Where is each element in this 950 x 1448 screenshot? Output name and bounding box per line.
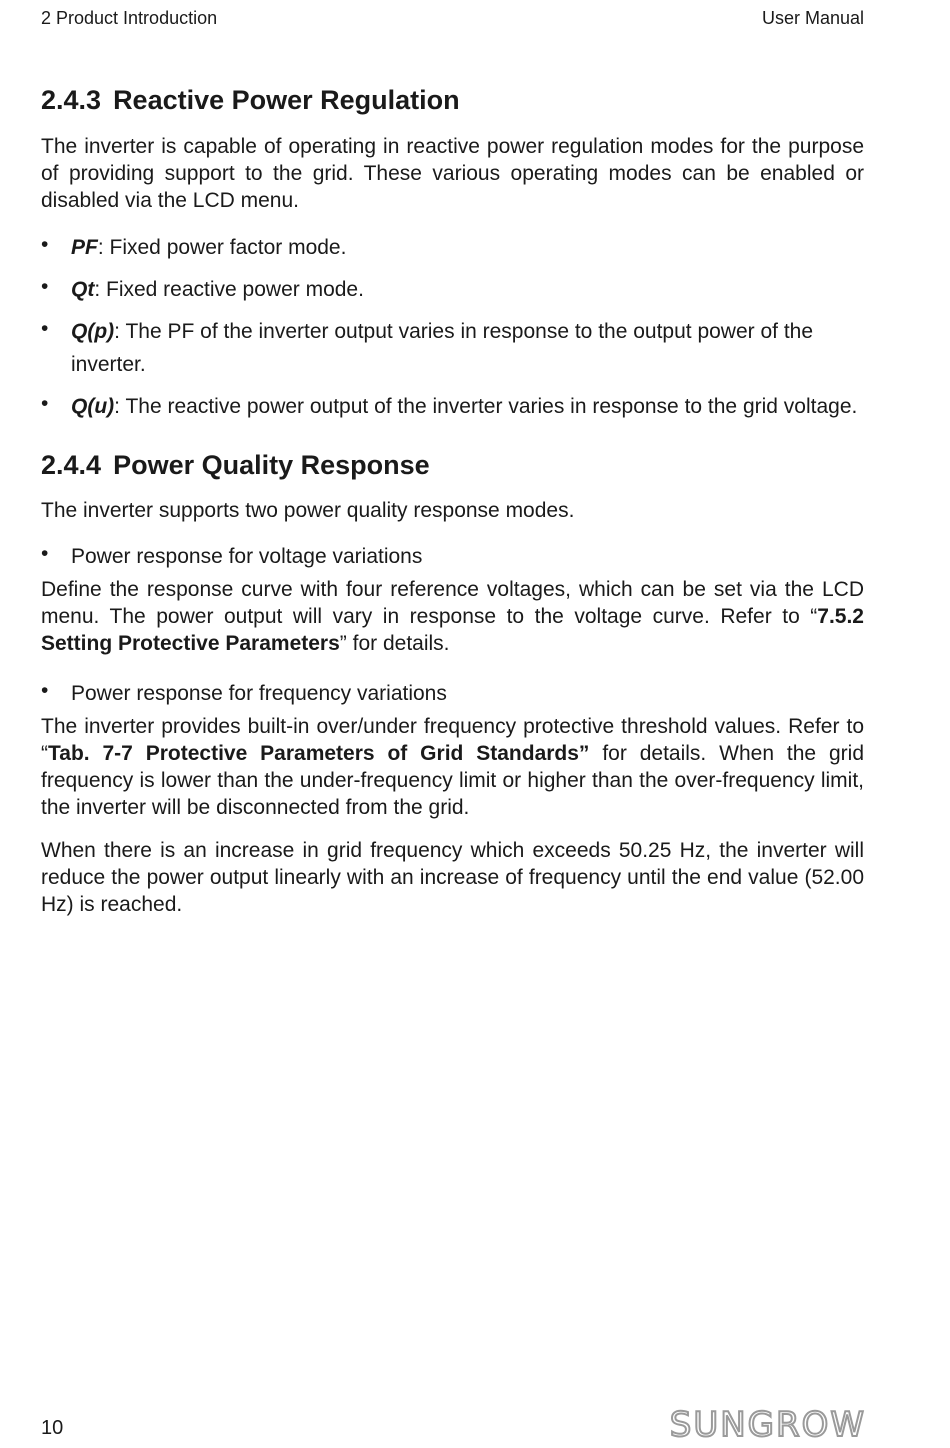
section-heading-power-quality	[41, 447, 864, 483]
bullet-text: Power response for frequency variations	[71, 682, 447, 705]
frequency-derating-paragraph: When there is an increase in grid frequency which exceeds 50.25 Hz, the inverter will reduce the power output linearly with an increase of frequency until the end value (52.00 Hz) is reached.	[41, 839, 864, 916]
section-number: 2.4.4	[41, 450, 102, 480]
bullet-icon: •	[41, 542, 49, 565]
mode-description: : The reactive power output of the inverter varies in response to the grid voltage.	[114, 395, 858, 418]
section-number: 2.4.3	[41, 85, 102, 115]
paragraph-text: Define the response curve with four reference voltages, which can be set via the LCD menu. The power output will vary in response to the voltage curve. Refer to “	[41, 578, 864, 628]
mode-term: Qt	[71, 278, 95, 301]
section-intro-paragraph: The inverter is capable of operating in reactive power regulation modes for the purpose of providing support to the grid. These various operating modes can be enabled or disabled via the LCD menu.	[41, 135, 864, 212]
list-item	[41, 231, 864, 264]
paragraph-text: The inverter provides built-in over/under frequency protective threshold values. Refer to “	[41, 715, 864, 765]
mode-term: Q(p)	[71, 320, 115, 343]
section-title: Power Quality Response	[113, 450, 430, 480]
bullet-icon: •	[41, 392, 49, 415]
bullet-icon: •	[41, 233, 49, 256]
header-manual-title: User Manual	[761, 8, 864, 28]
bullet-icon: •	[41, 275, 49, 298]
list-item	[41, 390, 864, 423]
page-content	[41, 82, 864, 918]
list-item	[41, 315, 864, 381]
mode-description: : Fixed reactive power mode.	[94, 278, 364, 301]
bullet-icon: •	[41, 679, 49, 702]
mode-term: Q(u)	[71, 395, 115, 418]
cross-reference: 7.5.2 Setting Protective Parameters	[41, 605, 864, 655]
section-heading-reactive-power	[41, 82, 864, 118]
mode-description: : Fixed power factor mode.	[97, 236, 347, 259]
voltage-response-paragraph	[41, 576, 864, 657]
paragraph-text: ” for details.	[339, 632, 450, 655]
list-item	[41, 540, 864, 573]
bullet-text: Power response for voltage variations	[71, 545, 423, 568]
mode-description: : The PF of the inverter output varies in response to the output power of the inverter.	[71, 320, 814, 376]
list-item	[41, 273, 864, 306]
bullet-icon: •	[41, 317, 49, 340]
cross-reference: Tab. 7-7 Protective Parameters of Grid Standards”	[48, 742, 590, 765]
mode-list	[41, 231, 864, 423]
paragraph-text: for details. When the grid frequency is lower than the under-frequency limit or higher than the over-frequency limit, the inverter will be disconnected from the grid.	[41, 742, 864, 819]
mode-term: PF	[71, 236, 98, 259]
page-number: 10	[41, 1417, 64, 1439]
sungrow-logo: SUNGROW	[669, 1405, 866, 1445]
section-title: Reactive Power Regulation	[113, 85, 460, 115]
list-item	[41, 677, 864, 710]
header-chapter: 2 Product Introduction	[41, 8, 218, 28]
frequency-response-paragraph	[41, 713, 864, 821]
section-intro-paragraph: The inverter supports two power quality response modes.	[41, 499, 575, 522]
